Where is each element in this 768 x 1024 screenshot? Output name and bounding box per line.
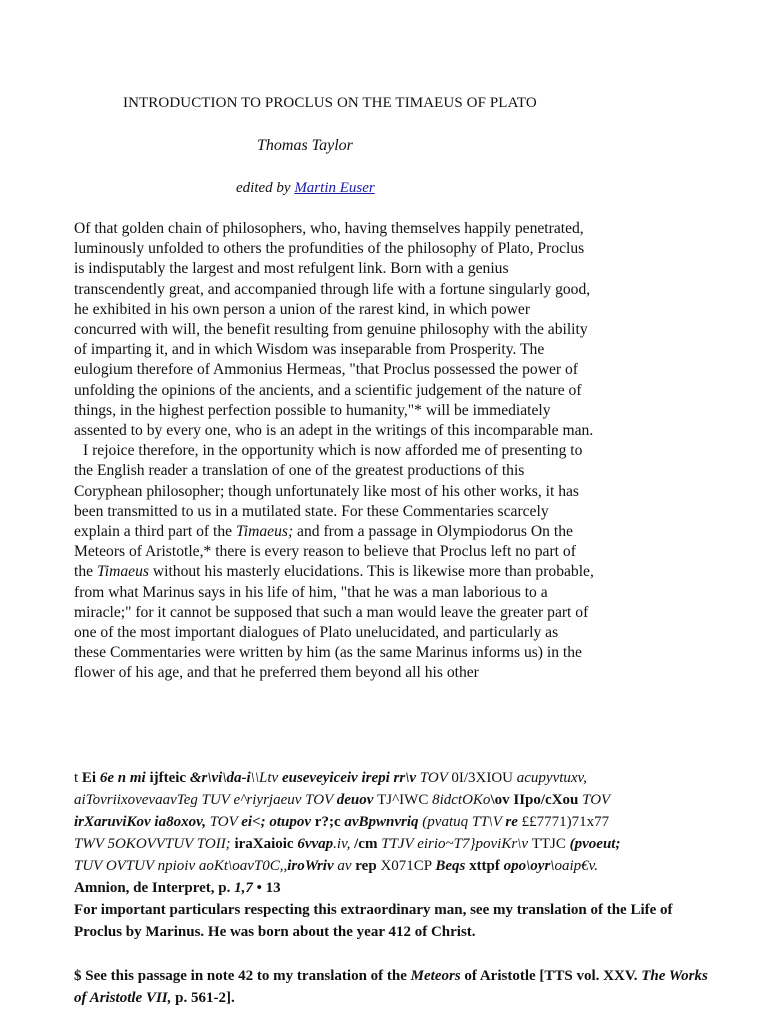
footnotes [74,767,714,1009]
footnote-text: of Aristotle [TTS vol. XXV. [460,968,642,984]
footnote-text: r?;c [314,814,345,830]
footnote-text: av [337,858,356,874]
edited-by-label: edited by [236,180,295,196]
footnote-text: IIpo/cXou [513,792,583,808]
footnote-text: TTJV eirio~T7}poviKr\v [381,836,532,852]
footnote-text: \ov [490,792,514,808]
footnote-text: 6e n mi [99,770,150,786]
footnote-text: irXaruviKov ia8oxov, [74,814,210,830]
footnote-text: opo\oyr\ [503,858,555,874]
footnote-meteors [74,965,714,1009]
paragraph-2 [74,441,594,683]
footnote-text: 6vvap [297,836,334,852]
spacer [74,943,714,965]
timaeus-title: Timaeus [96,563,149,581]
footnote-text: aiTovriixovevaavTeg TUV e^riyrjaeuv TOV [74,792,337,808]
footnote-text: \\Ltv [250,770,282,786]
author-name: Thomas Taylor [257,137,353,154]
footnote-text: .iv, [333,836,355,852]
footnote-greek-quote [74,767,714,899]
footnote-text: Ei [81,770,100,786]
footnote-text: 0I/3XIOU [451,770,517,786]
footnote-text: oaip€v. [554,858,598,874]
footnote-text: iraXaioic [234,836,298,852]
footnote-text: ei<; otupov [241,814,315,830]
paragraph-2-text: and from a passage in Olympiodorus On the Meteors of Aristotle,* there is every reason to believe that Proclus left no part of the [74,523,576,581]
footnote-text: ££7771)71x77 [521,814,610,830]
footnote-text: iroWriv [287,858,338,874]
footnote-text: (pvoeut; [569,836,621,852]
footnote-text: &r\vi\da-i [189,770,251,786]
editor-line [236,180,375,197]
footnote-text: TTJC [531,836,570,852]
footnote-text: avBpwnvriq [344,814,423,830]
footnote-citation: 1,7 [234,880,253,896]
footnote-citation: Amnion, de Interpret, p. [74,880,235,896]
footnote-marker: t [74,770,82,786]
footnote-text: re [505,814,522,830]
footnote-text: euseveyiceiv irepi rr\v [281,770,420,786]
footnote-text: p. 561-2]. [171,990,235,1006]
footnote-text: Beqs [435,858,470,874]
footnote-text: /cm [354,836,382,852]
editor-link[interactable]: Martin Euser [294,180,375,196]
footnote-text: rep [355,858,381,874]
footnote-text: TWV 5OKOVVTUV TOII; [74,836,235,852]
body-text [74,219,594,684]
footnote-text: TOV [419,770,452,786]
footnote-text: ijfteic [149,770,190,786]
footnote-text: TOV [209,814,242,830]
footnote-text: TJ^IWC [377,792,433,808]
document-title: INTRODUCTION TO PROCLUS ON THE TIMAEUS OF PLATO [123,95,537,111]
footnote-text: The Works of Aristotle VII, [74,968,708,1006]
footnote-proclus-life: For important particulars respecting this extraordinary man, see my translation of the Life of Proclus by Marinus. He was born about the year 412 of Christ. [74,902,673,940]
footnote-text: X071CP [380,858,436,874]
timaeus-title: Timaeus; [235,523,294,541]
footnote-citation: • 13 [252,880,281,896]
footnote-text: xttpf [469,858,504,874]
paragraph-2-text: I rejoice therefore, in the opportunity which is now afforded me of presenting to the English reader a translation of one of the greatest productions of this Coryphean philosopher; though unfortunately like most of his other works, it has been transmitted to us in a mutilated state. For these Commentaries scarcely explain a third part of the [74,442,583,541]
footnote-text: $ See this passage in note 42 to my translation of the [74,968,411,984]
footnote-text: Meteors [410,968,461,984]
paragraph-2-text: without his masterly elucidations. This is likewise more than probable, from what Marinus says in his life of him, "that he was a man laborious to a miracle;" for it cannot be supposed that such a man would leave the greater part of one of the most important dialogues of Plato unelucidated, and particularly as these Commentaries were written by him (as the same Marinus informs us) in the flower of his age, and that he preferred them beyond all his other [74,563,594,682]
paragraph-1: Of that golden chain of philosophers, who, having themselves happily penetrated, luminously unfolded to others the profundities of the philosophy of Plato, Proclus is indisputably the largest and most refulgent link. Born with a genius transcendently great, and accompanied through life with a fortune singularly good, he exhibited in his own person a union of the rarest kind, in which power concurred with will, the benefit resulting from genuine philosophy with the ability of imparting it, and in which Wisdom was inseparable from Prosperity. The eulogium therefore of Ammonius Hermeas, "that Proclus possessed the power of unfolding the opinions of the ancients, and a scientific judgement of the nature of things, in the highest perfection possible to humanity,"* will be immediately assented to by every one, who is an adept in the writings of this incomparable man. [74,220,594,440]
footnote-text: deuov [336,792,378,808]
footnote-text: (pvatuq TT\V [422,814,506,830]
footnote-text: acupyvtuxv, [516,770,587,786]
footnote-text: TOV [582,792,611,808]
footnote-text: TUV OVTUV npioiv aoKt\oavT0C,, [74,858,288,874]
footnote-text: 8idctOKo [432,792,491,808]
